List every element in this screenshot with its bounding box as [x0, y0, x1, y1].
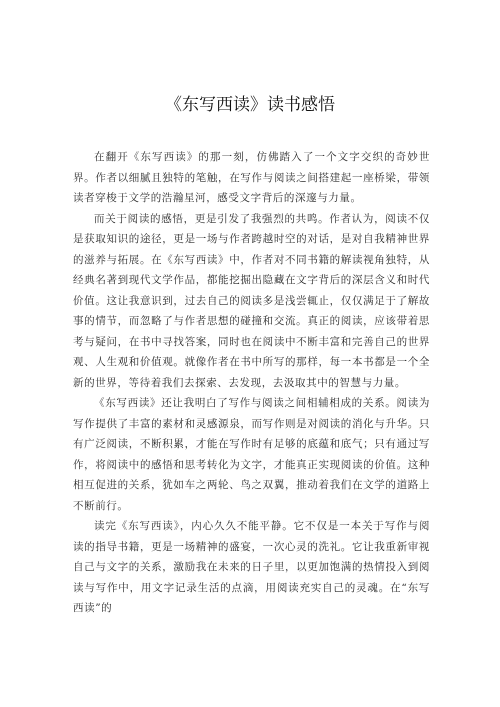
document-title: 《东写西读》读书感悟: [165, 95, 335, 115]
paragraph-2: 而关于阅读的感悟，更是引发了我强烈的共鸣。作者认为，阅读不仅是获取知识的途径，更是一场与作者跨越时空的对话，是对自我精神世界的滋养与拓展。在《东写西读》中，作者对不同书籍的解读视角独特，从经典名著到现代文学作品，都能挖掘出隐藏在文字背后的深层含义和时代价值。这让我意识到，过去自己的阅读多是浅尝辄止，仅仅满足于了解故事的情节，而忽略了与作者思想的碰撞和交流。真正的阅读，应该带着思考与疑问，在书中寻找答案，同时也在阅读中不断丰富和完善自己的世界观、人生观和价值观。就像作者在书中所写的那样，每一本书都是一个全新的世界，等待着我们去探索、去发现，去汲取其中的智慧与力量。: [73, 212, 430, 389]
paragraph-4: 读完《东写西读》，内心久久不能平静。它不仅是一本关于写作与阅读的指导书籍，更是一场精神的盛宴，一次心灵的洗礼。它让我重新审视自己与文字的关系，激励我在未来的日子里，以更加饱满的热情投入到阅读与写作中，用文字记录生活的点滴，用阅读充实自己的灵魂。在“东写西读”的: [73, 520, 430, 614]
paragraph-1: 在翻开《东写西读》的那一刻，仿佛踏入了一个文字交织的奇妙世界。作者以细腻且独特的笔触，在写作与阅读之间搭建起一座桥梁，带领读者穿梭于文学的浩瀚星河，感受文字背后的深邃与力量。: [73, 151, 430, 204]
document-body: [73, 147, 430, 619]
paragraph-3: 《东写西读》还让我明白了写作与阅读之间相辅相成的关系。阅读为写作提供了丰富的素材和灵感源泉，而写作则是对阅读的消化与升华。只有广泛阅读，不断积累，才能在写作时有足够的底蕴和底气；只有通过写作，将阅读中的感悟和思考转化为文字，才能真正实现阅读的价值。这种相互促进的关系，犹如车之两轮、鸟之双翼，推动着我们在文学的道路上不断前行。: [73, 397, 430, 512]
